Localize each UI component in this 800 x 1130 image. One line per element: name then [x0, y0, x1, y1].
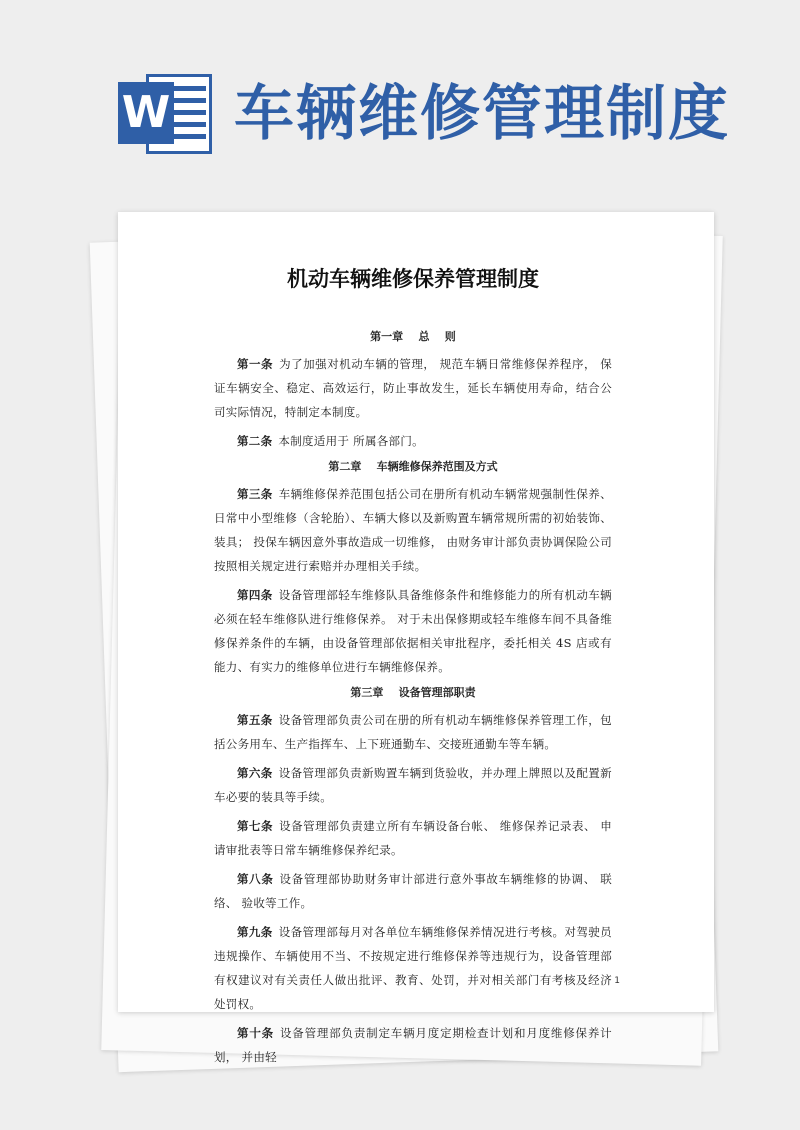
document-title: 机动车辆维修保养管理制度	[287, 267, 539, 291]
article-4	[214, 583, 612, 679]
article-5	[214, 708, 612, 756]
article-9	[214, 920, 612, 1016]
chapter-heading: 第二章 车辆维修保养范围及方式	[328, 460, 498, 473]
article-label: 第六条	[237, 766, 273, 780]
word-icon-letter: W	[118, 82, 174, 144]
article-1	[214, 352, 612, 424]
document-page	[118, 212, 714, 1064]
article-text: 为了加强对机动车辆的管理， 规范车辆日常维修保养程序， 保证车辆安全、稳定、高效运行，防止事故发生，延长车辆使用寿命，结合公司实际情况，特制定本制度。	[214, 357, 612, 419]
article-label: 第十条	[237, 1026, 274, 1040]
article-label: 第九条	[237, 925, 273, 939]
article-label: 第五条	[237, 713, 273, 727]
article-2	[214, 429, 612, 453]
article-text: 设备管理部每月对各单位车辆维修保养情况进行考核。对驾驶员违规操作、车辆使用不当、不按规定进行维修保养等违规行为，设备管理部有权建议对有关责任人做出批评、教育、处罚，并对相关部门有考核及经济处罚权。	[214, 925, 612, 1011]
article-label: 第八条	[237, 872, 274, 886]
article-text: 本制度适用于 所属各部门。	[278, 434, 424, 448]
article-label: 第七条	[237, 819, 274, 833]
banner-title: 车辆维修管理制度	[234, 79, 730, 149]
article-label: 第一条	[237, 357, 274, 371]
chapter-heading: 第一章 总 则	[370, 330, 456, 343]
article-text: 设备管理部负责建立所有车辆设备台帐、 维修保养记录表、 申请审批表等日常车辆维修保养纪录。	[214, 819, 612, 857]
article-text: 设备管理部协助财务审计部进行意外事故车辆维修的协调、 联络、 验收等工作。	[214, 872, 612, 910]
article-text: 设备管理部负责公司在册的所有机动车辆维修保养管理工作，包括公务用车、生产指挥车、上下班通勤车、交接班通勤车等车辆。	[214, 713, 612, 751]
article-text: 设备管理部负责制定车辆月度定期检查计划和月度维修保养计划， 并由轻	[214, 1026, 612, 1064]
article-text: 设备管理部负责新购置车辆到货验收，并办理上牌照以及配置新车必要的装具等手续。	[214, 766, 612, 804]
article-3	[214, 482, 612, 578]
article-label: 第三条	[237, 487, 273, 501]
article-8	[214, 867, 612, 915]
article-7	[214, 814, 612, 862]
page-number: 1	[614, 976, 620, 986]
article-6	[214, 761, 612, 809]
article-label: 第二条	[237, 434, 273, 448]
banner	[0, 0, 800, 200]
article-label: 第四条	[237, 588, 273, 602]
chapter-heading: 第三章 设备管理部职责	[350, 686, 476, 699]
article-text: 车辆维修保养范围包括公司在册所有机动车辆常规强制性保养、 日常中小型维修（含轮胎）、车辆大修以及新购置车辆常规所需的初始装饰、 装具； 投保车辆因意外事故造成一切维修， 由财务审计部负责协调保险公司按照相关规定进行索赔并办理相关手续。	[214, 487, 612, 573]
article-text: 设备管理部轻车维修队具备维修条件和维修能力的所有机动车辆必须在轻车维修队进行维修保养。 对于未出保修期或轻车维修车间不具备维修保养条件的车辆，由设备管理部依据相关审批程序，委托相关 4S 店或有能力、有实力的维修单位进行车辆维修保养。	[214, 588, 612, 674]
article-10	[214, 1021, 612, 1069]
word-document-icon	[118, 70, 214, 156]
